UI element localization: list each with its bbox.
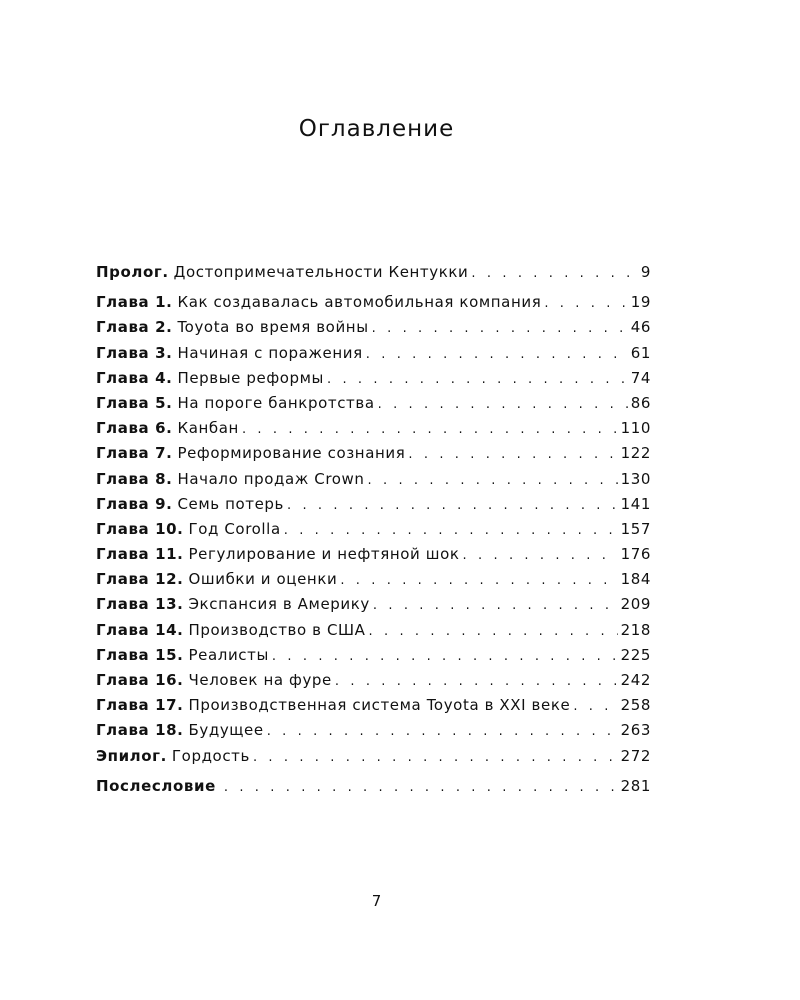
- entry-label: Глава 2.: [96, 318, 173, 337]
- entry-label: Глава 16.: [96, 671, 184, 689]
- dot-leader: [463, 548, 618, 563]
- entry-label: Глава 4.: [96, 368, 173, 387]
- entry-title: Производство в США: [188, 620, 366, 639]
- entry-title: Год Corolla: [188, 519, 281, 538]
- entry-label: Глава 11.: [96, 545, 184, 564]
- entry-title: Реалисты: [188, 645, 269, 664]
- entry-page: 86: [630, 393, 651, 412]
- entry-label: Глава 6.: [96, 419, 173, 438]
- dot-leader: [573, 699, 617, 714]
- dot-leader: [378, 397, 628, 412]
- entry-title: Экспансия в Америку: [188, 595, 370, 614]
- toc-entry-chapter-9[interactable]: [96, 495, 651, 520]
- entry-title: Как создавалась автомобильная компания: [177, 293, 542, 312]
- entry-page: 272: [620, 746, 651, 765]
- entry-title: Канбан: [177, 419, 239, 438]
- toc-entry-epilogue[interactable]: [96, 747, 651, 772]
- dot-leader: [544, 296, 627, 311]
- entry-page: 110: [620, 419, 651, 438]
- dot-leader: [366, 347, 628, 362]
- entry-title: Первые реформы: [177, 368, 324, 387]
- toc-entry-chapter-15[interactable]: [96, 646, 651, 671]
- entry-page: 74: [630, 368, 651, 387]
- entry-label: Глава 7.: [96, 444, 173, 463]
- entry-label: Глава 17.: [96, 696, 184, 715]
- toc-entry-chapter-2[interactable]: [96, 318, 651, 343]
- entry-page: 157: [620, 519, 651, 538]
- entry-page: 281: [620, 776, 651, 795]
- entry-label: Глава 13.: [96, 595, 184, 614]
- dot-leader: [340, 573, 617, 588]
- toc-entry-chapter-14[interactable]: [96, 621, 651, 646]
- dot-leader: [327, 372, 628, 387]
- entry-label: Глава 5.: [96, 393, 173, 412]
- dot-leader: [287, 498, 618, 513]
- page-title: Оглавление: [298, 116, 455, 142]
- entry-title: Реформирование сознания: [177, 444, 406, 463]
- entry-label: Глава 3.: [96, 343, 173, 362]
- entry-page: 209: [620, 595, 651, 614]
- dot-leader: [373, 598, 618, 613]
- dot-leader: [471, 266, 637, 281]
- entry-label: Эпилог.: [96, 746, 167, 765]
- toc-entry-chapter-10[interactable]: [96, 520, 651, 545]
- entry-label: Глава 10.: [96, 519, 184, 538]
- entry-label: Глава 12.: [96, 570, 184, 589]
- entry-page: 61: [630, 343, 651, 362]
- entry-page: 9: [640, 263, 651, 281]
- dot-leader: [368, 473, 618, 488]
- page-number: 7: [371, 892, 382, 910]
- toc-entry-chapter-18[interactable]: [96, 721, 651, 746]
- entry-title: На пороге банкротства: [177, 393, 375, 412]
- dot-leader: [335, 674, 618, 689]
- entry-page: 130: [620, 469, 651, 488]
- entry-title: Начиная с поражения: [177, 343, 363, 362]
- entry-title: Семь потерь: [177, 494, 284, 513]
- entry-page: 184: [620, 570, 651, 589]
- toc-entry-chapter-1[interactable]: [96, 293, 651, 318]
- entry-label: Глава 9.: [96, 494, 173, 513]
- entry-title: Гордость: [171, 746, 250, 765]
- entry-label: Послесловие: [96, 776, 216, 795]
- toc-entry-chapter-16[interactable]: [96, 671, 651, 696]
- toc-entry-chapter-4[interactable]: [96, 369, 651, 394]
- dot-leader: [242, 422, 618, 437]
- entry-page: 46: [630, 318, 651, 337]
- dot-leader: [369, 624, 618, 639]
- toc-entry-chapter-12[interactable]: [96, 570, 651, 595]
- entry-title: Toyota во время войны: [177, 318, 369, 337]
- entry-page: 141: [620, 494, 651, 513]
- table-of-contents: [96, 263, 651, 802]
- entry-label: Глава 14.: [96, 620, 184, 639]
- entry-label: Пролог.: [96, 263, 169, 281]
- entry-page: 122: [620, 444, 651, 463]
- entry-label: Глава 18.: [96, 721, 184, 740]
- toc-entry-chapter-17[interactable]: [96, 696, 651, 721]
- entry-page: 258: [620, 696, 651, 715]
- toc-entry-chapter-6[interactable]: [96, 419, 651, 444]
- entry-page: 218: [620, 620, 651, 639]
- entry-title: Человек на фуре: [188, 671, 332, 689]
- toc-entry-afterword[interactable]: [96, 777, 651, 802]
- entry-page: 19: [630, 293, 651, 312]
- entry-label: Глава 8.: [96, 469, 173, 488]
- entry-title: Ошибки и оценки: [188, 570, 338, 589]
- dot-leader: [284, 523, 618, 538]
- toc-entry-chapter-8[interactable]: [96, 470, 651, 495]
- entry-page: 263: [620, 721, 651, 740]
- entry-title: Достопримечательности Кентукки: [173, 263, 469, 281]
- dot-leader: [224, 780, 618, 795]
- toc-entry-prologue[interactable]: [96, 263, 651, 288]
- entry-page: 176: [620, 545, 651, 564]
- dot-leader: [372, 321, 628, 336]
- dot-leader: [408, 447, 617, 462]
- toc-entry-chapter-13[interactable]: [96, 595, 651, 620]
- toc-entry-chapter-7[interactable]: [96, 444, 651, 469]
- entry-label: Глава 15.: [96, 645, 184, 664]
- entry-page: 225: [620, 645, 651, 664]
- entry-title: Производственная система Toyota в XXI веке: [188, 696, 571, 715]
- entry-page: 242: [620, 671, 651, 689]
- dot-leader: [253, 750, 618, 765]
- toc-entry-chapter-5[interactable]: [96, 394, 651, 419]
- dot-leader: [267, 724, 618, 739]
- dot-leader: [272, 649, 618, 664]
- toc-entry-chapter-11[interactable]: [96, 545, 651, 570]
- entry-label: Глава 1.: [96, 293, 173, 312]
- toc-entry-chapter-3[interactable]: [96, 344, 651, 369]
- entry-title: Регулирование и нефтяной шок: [188, 545, 460, 564]
- entry-title: Начало продаж Crown: [177, 469, 365, 488]
- entry-title: Будущее: [188, 721, 264, 740]
